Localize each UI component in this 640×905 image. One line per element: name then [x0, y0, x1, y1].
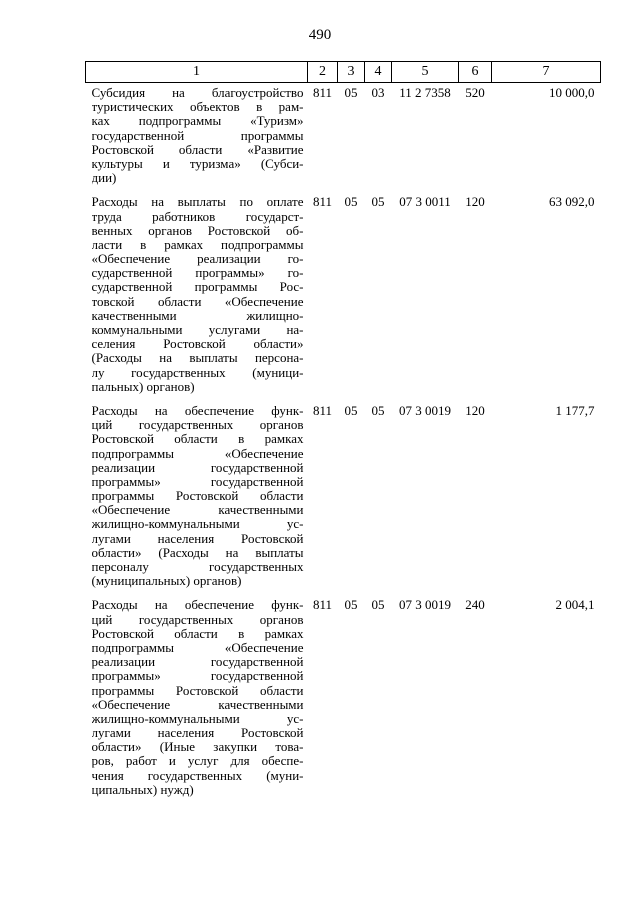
table-row	[86, 191, 601, 400]
description-line: венных органов Ростовской об-	[91, 223, 304, 238]
expense-type-code: 120	[465, 402, 485, 418]
description-line: ров, работ и услуг для обеспе-	[91, 754, 304, 769]
description-line: туристических объектов в рам-	[91, 100, 304, 115]
description-line: сударственной программы» го-	[91, 266, 304, 281]
description-line: коммунальными услугами на-	[91, 323, 304, 337]
description-line: сударственной программы Рос-	[91, 280, 304, 295]
description-line: программы Ростовской области	[91, 683, 304, 698]
description-line: программы» государственной	[91, 669, 304, 684]
description-line: лугами населения Ростовской	[91, 726, 304, 741]
amount: 10 000,0	[549, 85, 595, 100]
description-line: ках подпрограммы «Туризм»	[91, 114, 304, 129]
row-description	[86, 400, 308, 594]
row-description	[86, 594, 308, 803]
description-line: ципальных) нужд)	[91, 782, 194, 797]
description-line: Расходы на выплаты по оплате	[91, 195, 304, 210]
description-line: «Обеспечение качественными	[91, 503, 304, 518]
expense-type-code: 120	[465, 194, 485, 210]
description-line: ласти в рамках подпрограммы	[91, 237, 304, 252]
section-code: 05	[344, 402, 358, 418]
target-article-code: 07 3 0019	[399, 597, 451, 613]
description-line: лугами населения Ростовской	[91, 531, 304, 546]
target-article-code: 11 2 7358	[399, 85, 451, 100]
header-cell: 1	[86, 62, 308, 83]
header-row	[86, 62, 601, 83]
description-line: чения государственных (муни-	[91, 768, 304, 783]
description-line: «Обеспечение реализации го-	[91, 252, 304, 267]
table-row	[86, 83, 601, 192]
amount: 1 177,7	[555, 402, 595, 418]
description-line: (муниципальных) органов)	[91, 574, 242, 589]
section-code: 05	[344, 194, 358, 210]
ministry-code: 811	[312, 402, 333, 418]
header-cell: 7	[492, 62, 601, 83]
description-line: программы» государственной	[91, 474, 304, 489]
description-line: жилищно-коммунальными ус-	[91, 711, 304, 726]
description-line: товской области «Обеспечение	[91, 294, 304, 309]
header-cell: 3	[338, 62, 365, 83]
description-line: области» (Расходы на выплаты	[91, 545, 304, 560]
description-line: реализации государственной	[91, 655, 304, 670]
description-line: подпрограммы «Обеспечение	[91, 446, 304, 461]
description-line: жилищно-коммунальными ус-	[91, 517, 304, 532]
description-line: подпрограммы «Обеспечение	[91, 640, 304, 655]
row-description	[86, 83, 308, 192]
budget-table	[85, 61, 601, 803]
description-line: Ростовской области в рамках	[91, 432, 304, 447]
ministry-code: 811	[312, 194, 333, 210]
description-line: «Обеспечение качественными	[91, 697, 304, 712]
subsection-code: 05	[371, 194, 385, 210]
subsection-code: 05	[371, 402, 385, 418]
table-row	[86, 400, 601, 594]
description-line: Расходы на обеспечение функ-	[91, 403, 304, 418]
section-code: 05	[344, 597, 358, 613]
subsection-code: 05	[371, 597, 385, 613]
description-line: ций государственных органов	[91, 418, 304, 433]
description-line: пальных) органов)	[91, 379, 195, 394]
description-line: персоналу государственных	[91, 560, 304, 574]
description-line: качественными жилищно-	[91, 308, 304, 323]
description-line: труда работников государст-	[91, 209, 304, 224]
description-line: (Расходы на выплаты персона-	[91, 351, 304, 366]
header-cell: 4	[365, 62, 392, 83]
target-article-code: 07 3 0011	[399, 194, 451, 210]
expense-type-code: 240	[465, 597, 485, 613]
amount: 2 004,1	[555, 597, 595, 613]
header-cell: 5	[392, 62, 459, 83]
description-line: дии)	[91, 171, 117, 186]
table-row	[86, 594, 601, 803]
description-line: области» (Иные закупки това-	[91, 740, 304, 755]
row-description	[86, 191, 308, 400]
description-line: Субсидия на благоустройство	[91, 86, 304, 100]
description-line: Расходы на обеспечение функ-	[91, 598, 304, 613]
page-number: 490	[308, 27, 332, 43]
header-cell: 6	[459, 62, 492, 83]
ministry-code: 811	[312, 597, 333, 613]
header-cell: 2	[308, 62, 338, 83]
description-line: ций государственных органов	[91, 612, 304, 627]
description-line: Ростовской области «Развитие	[91, 142, 304, 157]
section-code: 05	[344, 85, 358, 100]
description-line: культуры и туризма» (Субси-	[91, 156, 304, 171]
ministry-code: 811	[312, 85, 333, 100]
description-line: реализации государственной	[91, 460, 304, 475]
description-line: Ростовской области в рамках	[91, 626, 304, 641]
amount: 63 092,0	[549, 194, 595, 210]
description-line: государственной программы	[91, 128, 304, 143]
subsection-code: 03	[371, 85, 385, 100]
expense-type-code: 520	[465, 85, 485, 100]
description-line: лу государственных (муници-	[91, 365, 304, 380]
target-article-code: 07 3 0019	[399, 402, 451, 418]
description-line: программы Ростовской области	[91, 489, 304, 504]
description-line: селения Ростовской области»	[91, 337, 304, 352]
